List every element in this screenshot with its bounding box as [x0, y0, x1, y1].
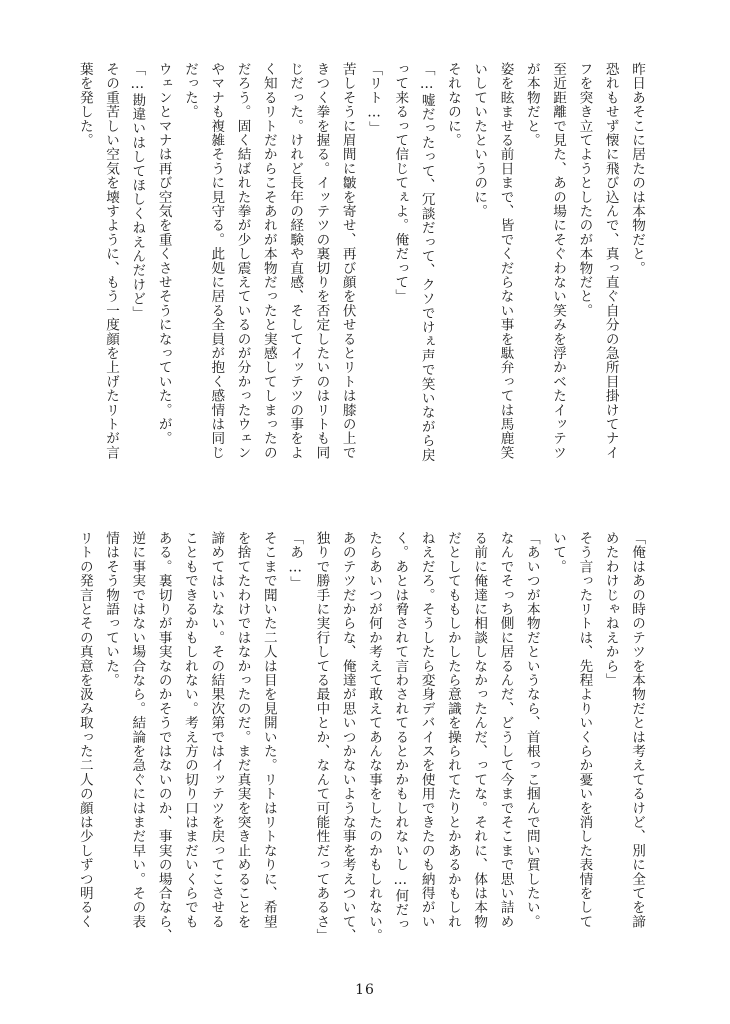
text-line: 逆に事実ではない場合なら。結論を急ぐにはまだ早い。その表	[129, 531, 146, 929]
text-line: あのテツだからな、俺達が思いつかないような事を考えついて、	[339, 531, 356, 943]
text-line: 情はそう物語っていた。	[103, 531, 120, 688]
text-line: リトの発言とその真意を汲み取った二人の顔は少しずつ明るく	[76, 531, 93, 929]
text-line: 「あ…」	[287, 531, 304, 591]
text-line: だとしてももしかしたら意識を操られてたりとかあるかもしれ	[444, 531, 461, 929]
text-line: 「リト…」	[366, 62, 383, 136]
text-line: ウェンとマナは再び空気を重くさせそうになっていた。が。	[155, 62, 172, 446]
upper-text-block	[50, 62, 650, 506]
text-line: 姿を眩ませる前日まで、皆でくだらない事を駄弁っては馬鹿笑	[497, 62, 514, 460]
text-line: ある。裏切りが事実なのかそうではないのか、事実の場合なら、	[155, 531, 172, 943]
text-line: って来るって信じてぇよ。俺だって」	[392, 62, 409, 304]
text-line: そこまで聞いた二人は目を見開いた。リトはリトなりに、希望	[260, 531, 277, 929]
page-number: 16	[355, 982, 375, 998]
text-line: 葉を発した。	[76, 62, 93, 148]
text-line: やマナも複雑そうに見守る。此処に居る全員が抱く感情は同じ	[208, 62, 225, 460]
text-line: こともできるかもしれない。考え方の切り口はまだいくらでも	[181, 531, 198, 929]
text-line: だった。	[181, 62, 198, 119]
text-line: ねえだろ。そうしたら変身デバイスを使用できたのも納得がい	[418, 531, 435, 929]
text-line: その重苦しい空気を壊すように、もう一度顔を上げたリトが言	[103, 62, 120, 460]
text-line: だろう。固く結ばれた拳が少し震えているのが分かったウェン	[234, 62, 251, 460]
text-line: く。あとは脅されて言わされてるとかかもしれないし…何だっ	[392, 531, 409, 931]
text-line: る前に俺達に相談しなかったんだ、ってな。それに、体は本物	[471, 531, 488, 929]
text-line: 「俺はあの時のテツを本物だとは考えてるけど、別に全てを諦	[629, 531, 645, 929]
text-line: たらあいつが何か考えて敢えてあんな事をしたのかもしれない。	[366, 531, 383, 943]
text-line: 「あいつが本物だというなら、首根っこ掴んで問い質したい。	[523, 531, 540, 929]
text-line: じだった。けれど長年の経験や直感、そしてイッテツの事をよ	[287, 62, 304, 460]
text-line: いしていたというのに。	[471, 62, 488, 219]
text-line: フを突き立てようとしたのが本物だと。	[576, 62, 593, 318]
text-line: 独りで勝手に実行してる最中とか、なんて可能性だってあるさ」	[313, 531, 330, 943]
text-line: きつく拳を握る。イッテツの裏切りを否定したいのはリトも同	[313, 62, 330, 460]
text-line: 諦めてはいない。その結果次第ではイッテツを戻ってこさせる	[208, 531, 225, 929]
text-line: 「…嘘だったって、冗談だって、クソでけぇ声で笑いながら戻	[418, 62, 435, 462]
text-line: 至近距離で見た、あの場にそぐわない笑みを浮かべたイッテツ	[550, 62, 567, 460]
text-line: なんでそっち側に居るんだ、どうして今までそこまで思い詰め	[497, 531, 514, 929]
text-line: そう言ったリトは、先程よりいくらか憂いを消した表情をして	[576, 531, 593, 929]
text-line: いて。	[550, 531, 567, 574]
text-line: 恐れもせず懐に飛び込んで、真っ直ぐ自分の急所目掛けてナイ	[602, 62, 619, 460]
text-line: それなのに。	[444, 62, 461, 148]
text-line: めたわけじゃねえから」	[602, 531, 619, 688]
lower-text-block	[50, 531, 650, 979]
text-line: 苦しそうに眉間に皺を寄せ、再び顔を伏せるとリトは膝の上で	[339, 62, 356, 460]
text-line: を捨てたわけではなかったのだ。まだ真実を突き止めることを	[234, 531, 251, 929]
text-line: 昨日あそこに居たのは本物だと。	[629, 62, 645, 275]
text-line: 「…勘違いはしてほしくねえんだけど」	[129, 62, 146, 320]
text-line: が本物だと。	[523, 62, 540, 148]
text-line: く知るリトだからこそあれが本物だったと実感してしまったの	[260, 62, 277, 460]
